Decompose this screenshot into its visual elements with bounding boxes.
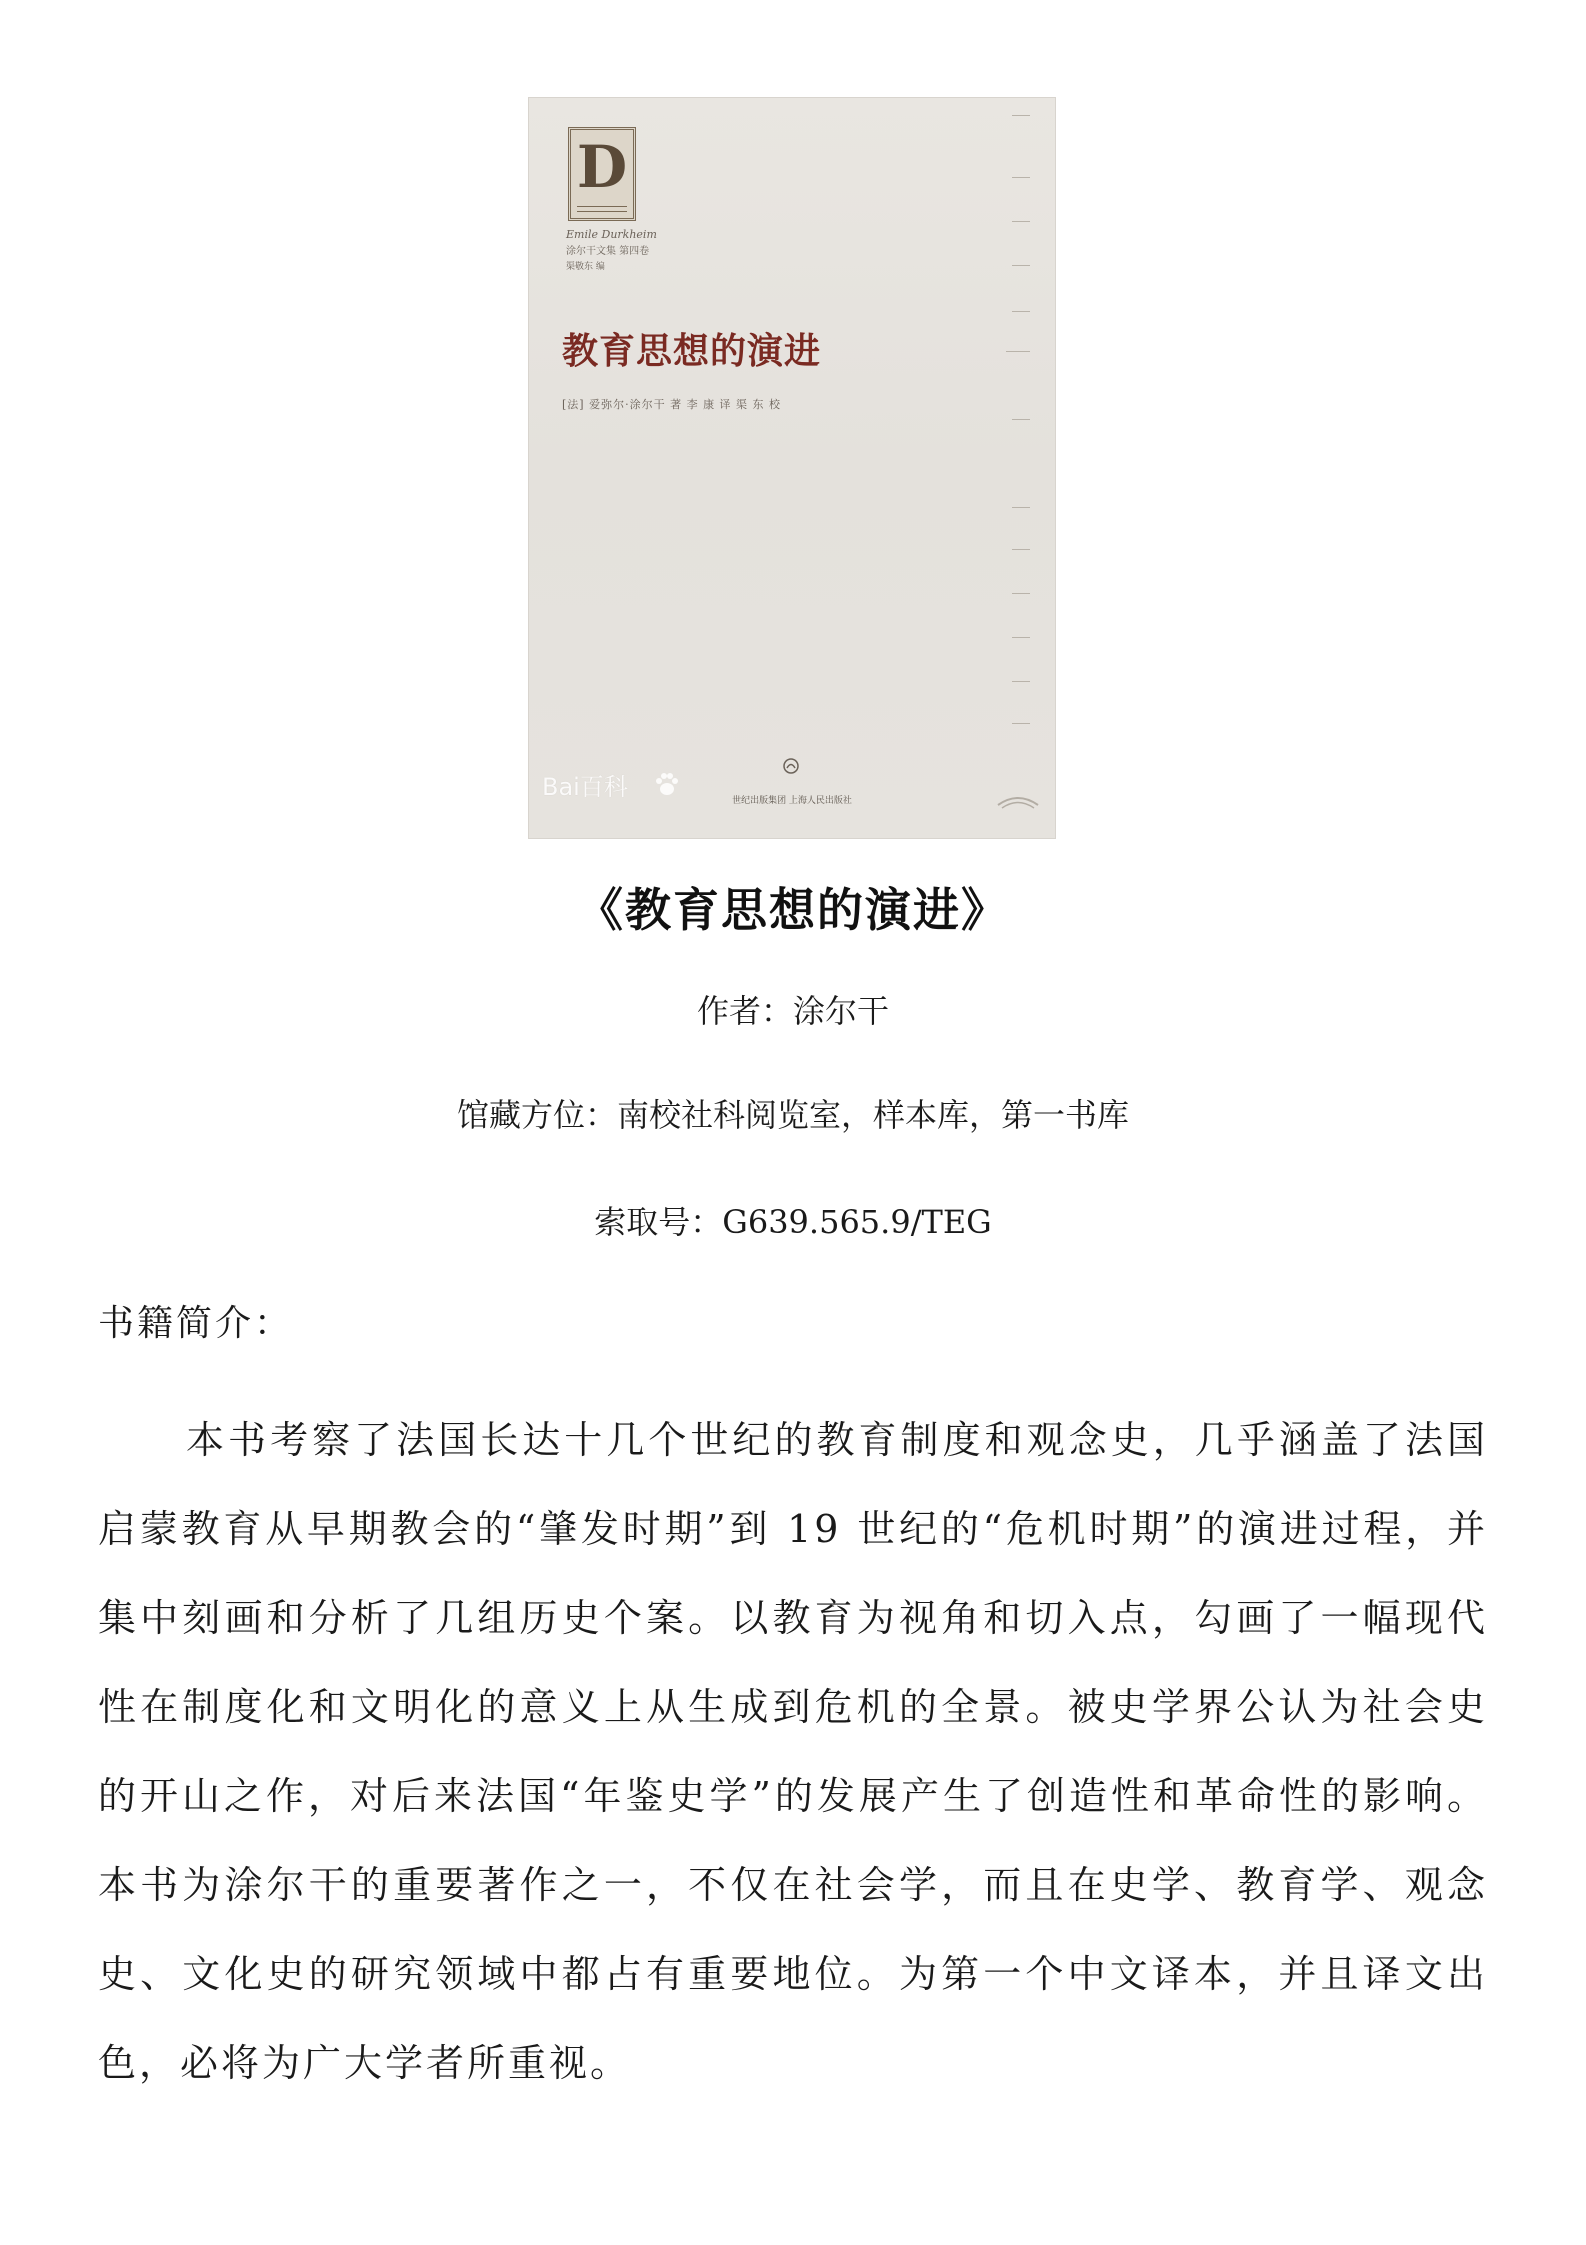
cover-author-line: [法] 爱弥尔·涂尔干 著 李 康 译 渠 东 校 [562, 398, 782, 411]
baike-watermark: Bai百科 [542, 773, 628, 801]
call-number-line [0, 1203, 1586, 1241]
call-number-value: G639.565.9/TEG [722, 1203, 992, 1241]
cover-rule [1012, 311, 1030, 312]
location-line [0, 1096, 1586, 1134]
cover-rule [1012, 549, 1030, 550]
intro-body: 本书考察了法国长达十几个世纪的教育制度和观念史，几乎涵盖了法国启蒙教育从早期教会的“肇发时期”到 19 世纪的“危机时期”的演进过程，并集中刻画和分析了几组历史个案。以教育为视角和切入点，勾画了一幅现代性在制度化和文明化的意义上从生成到危机的全景。被史学界公认为社会史的开山之作，对后来法国“年鉴史学”的发展产生了创造性和革命性的影响。本书为涂尔干的重要著作之一，不仅在社会学，而且在史学、教育学、观念史、文化史的研究领域中都占有重要地位。为第一个中文译本，并且译文出色，必将为广大学者所重视。 [98, 1418, 1488, 2085]
cover-rule [1006, 351, 1030, 352]
call-number-label: 索取号： [594, 1203, 723, 1241]
cover-rule [1012, 681, 1030, 682]
paw-icon [652, 769, 682, 799]
author-value: 涂尔干 [793, 992, 890, 1030]
cover-rule [1012, 115, 1030, 116]
author-line [0, 992, 1586, 1030]
cover-rule [1012, 637, 1030, 638]
cover-emblem-logo [568, 127, 636, 221]
cover-publisher: 世纪出版集团 上海人民出版社 [732, 796, 852, 806]
cover-rule [1012, 593, 1030, 594]
author-label: 作者： [696, 992, 793, 1030]
cover-ornament-icon [996, 789, 1040, 811]
cover-series-name: 涂尔干文集 第四卷 [566, 246, 650, 257]
intro-heading: 书籍简介： [98, 1303, 294, 1344]
cover-rule [1012, 507, 1030, 508]
cover-series-latin: Emile Durkheim [566, 228, 657, 241]
publisher-logo-icon [782, 757, 800, 775]
cover-series-editor: 渠敬东 编 [566, 262, 605, 272]
cover-title: 教育思想的演进 [562, 330, 822, 372]
cover-rule [1012, 723, 1030, 724]
cover-rule [1012, 265, 1030, 266]
cover-rule [1012, 221, 1030, 222]
cover-rule [1012, 419, 1030, 420]
cover-rule [1012, 177, 1030, 178]
emblem-letter: D [576, 133, 628, 201]
book-title: 《教育思想的演进》 [577, 883, 1009, 937]
location-value: 南校社科阅览室，样本库，第一书库 [617, 1096, 1130, 1134]
book-cover-image [528, 97, 1056, 839]
location-label: 馆藏方位： [456, 1096, 617, 1134]
